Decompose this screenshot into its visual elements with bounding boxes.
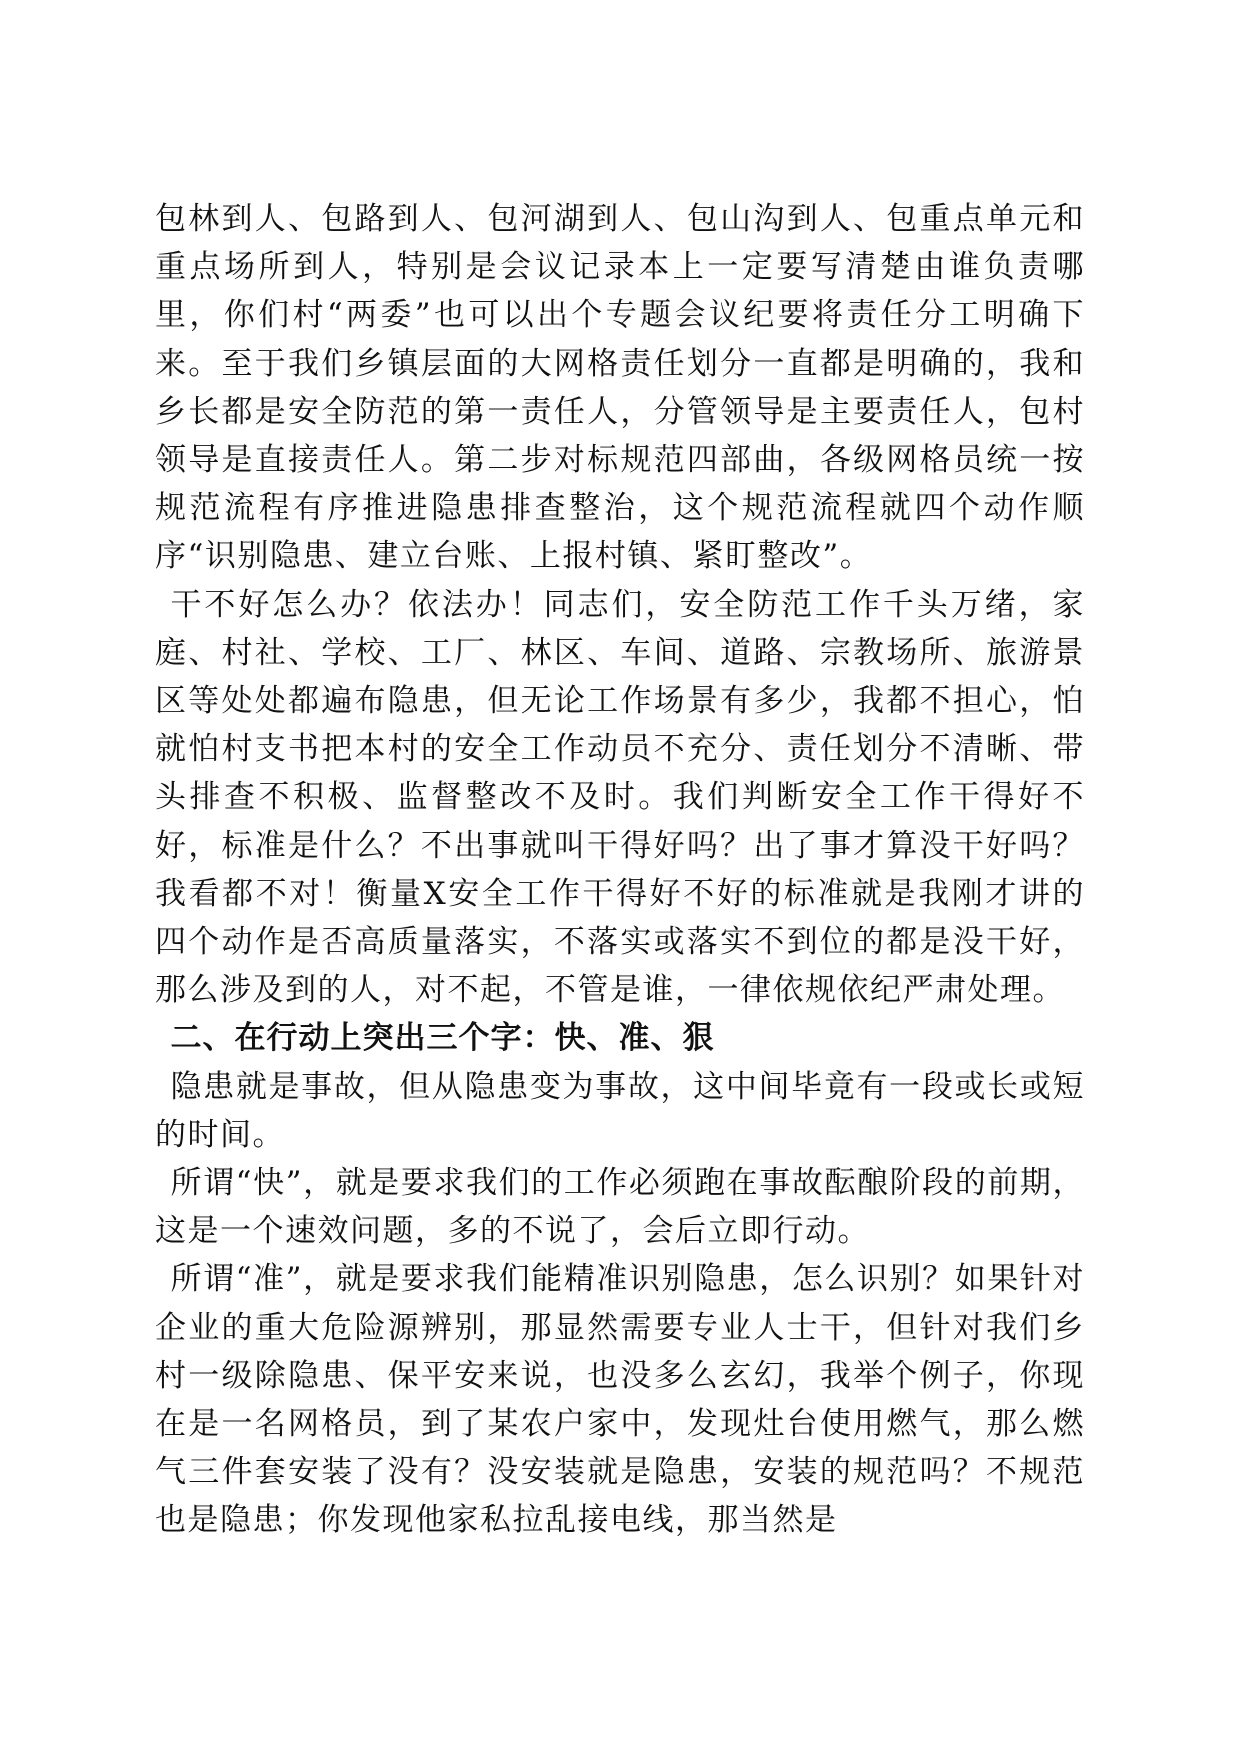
body-paragraph: 隐患就是事故，但从隐患变为事故，这中间毕竟有一段或长或短的时间。 [155, 1068, 1085, 1153]
body-paragraph: 所谓“快”，就是要求我们的工作必须跑在事故酝酿阶段的前期，这是一个速效问题，多的不说了，会后立即行动。 [155, 1165, 1085, 1250]
body-paragraph: 干不好怎么办？依法办！同志们，安全防范工作千头万绪，家庭、村社、学校、工厂、林区、车间、道路、宗教场所、旅游景区等处处都遍布隐患，但无论工作场景有多少，我都不担心，怕就怕村支书把本村的安全工作动员不充分、责任划分不清晰、带头排查不积极、监督整改不及时。我们判断安全工作干得好不好，标准是什么？不出事就叫干得好吗？出了事才算没干好吗？我看都不对！衡量X安全工作干得好不好的标准就是我刚才讲的四个动作是否高质量落实，不落实或落实不到位的都是没干好，那么涉及到的人，对不起，不管是谁，一律依规依纪严肃处理。 [155, 586, 1085, 1009]
section-heading: 二、在行动上突出三个字：快、准、狠 [170, 1020, 715, 1057]
document-page [155, 195, 1085, 1545]
body-paragraph: 所谓“准”，就是要求我们能精准识别隐患，怎么识别？如果针对企业的重大危险源辨别，那显然需要专业人士干，但针对我们乡村一级除隐患、保平安来说，也没多么玄幻，我举个例子，你现在是一名网格员，到了某农户家中，发现灶台使用燃气，那么燃气三件套安装了没有？没安装就是隐患，安装的规范吗？不规范也是隐患；你发现他家私拉乱接电线，那当然是 [155, 1261, 1085, 1539]
body-paragraph: 包林到人、包路到人、包河湖到人、包山沟到人、包重点单元和重点场所到人，特别是会议记录本上一定要写清楚由谁负责哪里，你们村“两委”也可以出个专题会议纪要将责任分工明确下来。至于我们乡镇层面的大网格责任划分一直都是明确的，我和乡长都是安全防范的第一责任人，分管领导是主要责任人，包村领导是直接责任人。第二步对标规范四部曲，各级网格员统一按规范流程有序推进隐患排查整治，这个规范流程就四个动作顺序“识别隐患、建立台账、上报村镇、紧盯整改”。 [155, 201, 1085, 575]
